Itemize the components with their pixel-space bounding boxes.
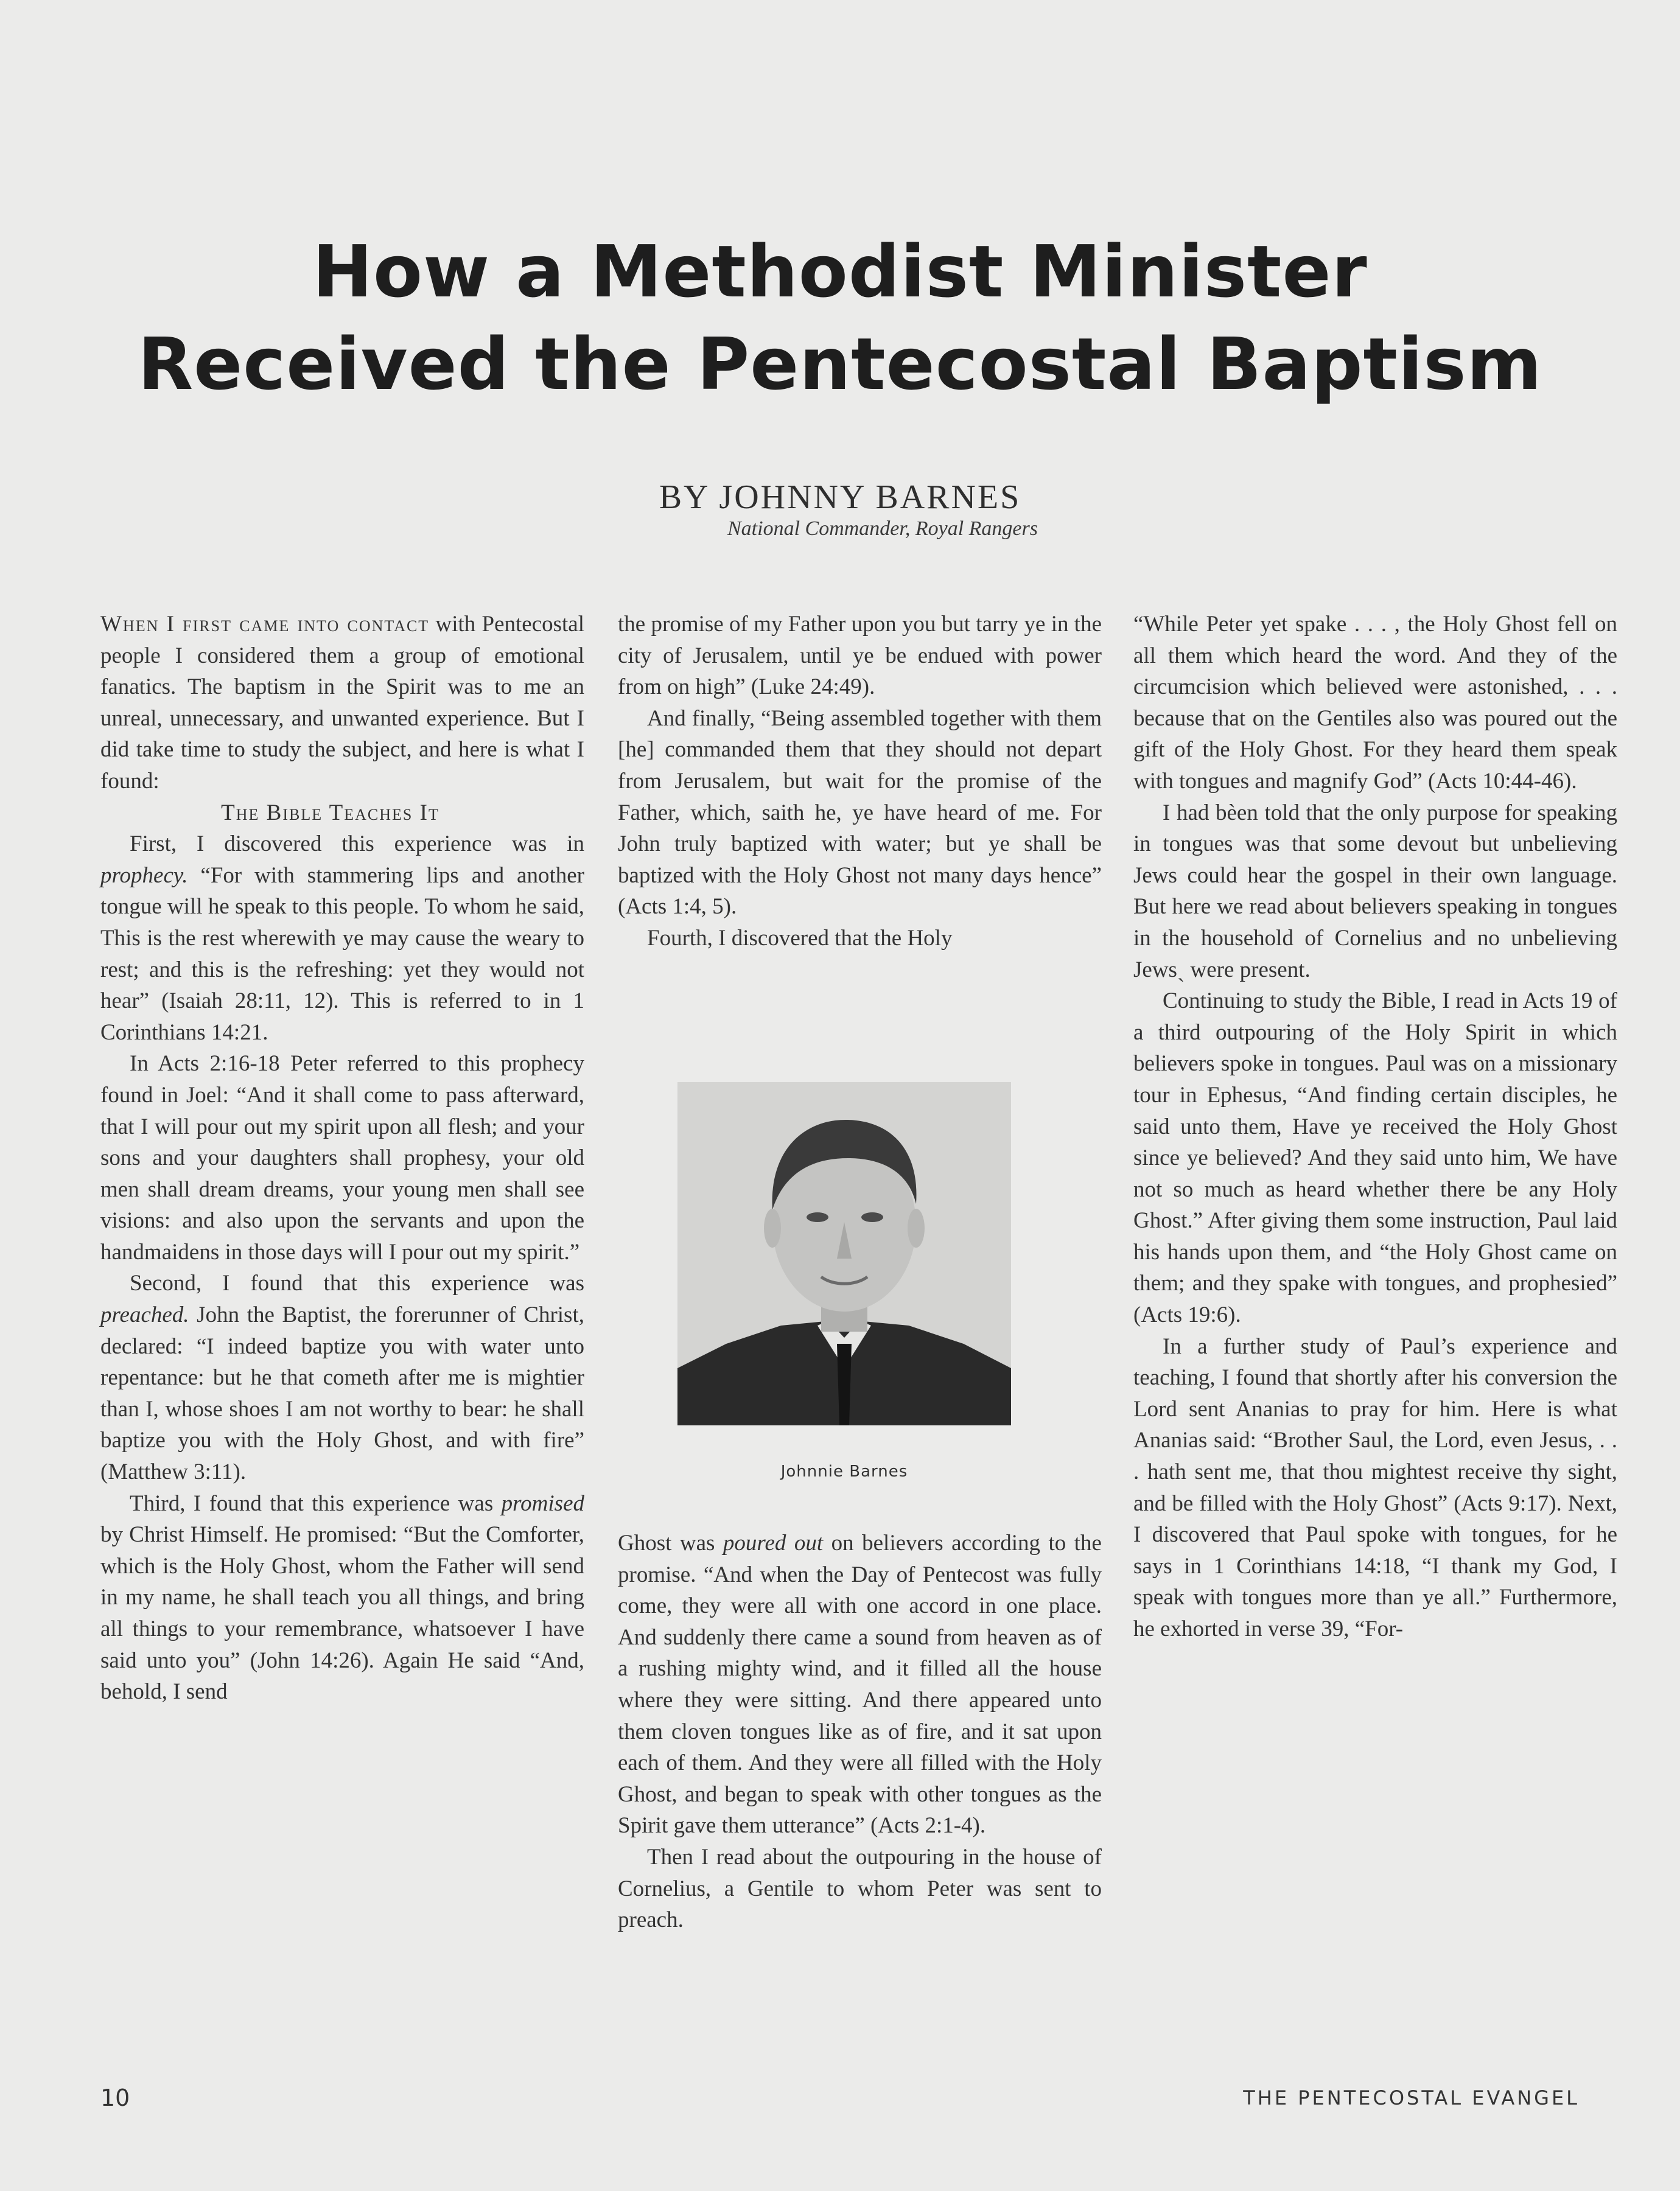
text: Second, I found that this experience was xyxy=(130,1271,584,1296)
text: on believers according to the promise. “And when the Day of Pentecost was fully come, they were all with one accord in one place. And suddenly there came a sound from heaven as of a rushing mighty wind, and it filled all the house where they were sitting. And there appeared unto them cloven tongues like as of fire, and it sat upon each of them. And they were all filled with the Holy Ghost, and began to speak with other tongues as the Spirit gave them utterance” (Acts 2:1-4). xyxy=(618,1531,1102,1839)
author-role: National Commander, Royal Rangers xyxy=(727,517,1038,540)
text: Ghost was xyxy=(618,1531,723,1556)
emphasis: preached. xyxy=(100,1302,189,1328)
portrait-image xyxy=(677,1082,1011,1425)
publication-name: THE PENTECOSTAL EVANGEL xyxy=(1243,2086,1580,2109)
byline: BY JOHNNY BARNES xyxy=(659,478,1021,516)
emphasis: poured out xyxy=(723,1531,824,1556)
paragraph-text: with Pentecostal people I considered them a group of emotional fanatics. The baptism in the Spirit was to me an unreal, unnecessary, and unwanted experience. But I did take time to study the subject, and here is what I found: xyxy=(100,612,585,794)
text: First, I discovered this experience was in xyxy=(130,831,584,857)
paragraph xyxy=(100,828,584,1048)
column-1 xyxy=(100,609,584,1708)
text: “For with stammering lips and another tongue will he speak to this people. To whom he said, This is the rest wherewith ye may cause the weary to rest; and this is the refreshing: yet they would not hear” (Isaiah 28:11, 12). This is referred to in 1 Corinthians 14:21. xyxy=(100,862,584,1045)
text: John the Baptist, the forerunner of Christ, declared: “I indeed baptize you with water unto repentance: but he that cometh after me is mightier than I, whose shoes I am not worthy to bear: he shall baptize you with the Holy Ghost, and with fire” (Matthew 3:11). xyxy=(100,1302,584,1485)
title-line-1: How a Methodist Minister xyxy=(312,229,1368,313)
page-number: 10 xyxy=(100,2084,130,2111)
column-2-lower xyxy=(618,1528,1102,1936)
paragraph xyxy=(618,1528,1102,1842)
paragraph: the promise of my Father upon you but tarry ye in the city of Jerusalem, until ye be endued with power from on high” (Luke 24:49). xyxy=(618,612,1102,700)
paragraph: Then I read about the outpouring in the house of Cornelius, a Gentile to whom Peter was sent to preach. xyxy=(618,1844,1102,1933)
column-3 xyxy=(1133,609,1617,1645)
emphasis: prophecy. xyxy=(100,862,188,888)
paragraph: In Acts 2:16-18 Peter referred to this prophecy found in Joel: “And it shall come to pass afterward, that I will pour out my spirit upon all flesh; and your sons and your daughters shall prophesy, your old men shall dream dreams, your young men shall see visions: and also upon the servants and upon the handmaidens in those days will I pour out my spirit.” xyxy=(100,1051,584,1265)
paragraph: And finally, “Being assembled together with them [he] commanded them that they should not depart from Jerusalem, but wait for the promise of the Father, which, saith he, ye have heard of me. For John truly baptized with water; but ye shall be baptized with the Holy Ghost not many days hence” (Acts 1:4, 5). xyxy=(618,705,1102,920)
paragraph: “While Peter yet spake . . . , the Holy Ghost fell on all them which heard the word. And they of the circumcision which believed were astonished, . . . because that on the Gentiles also was poured out the gift of the Holy Ghost. For they heard them speak with tongues and magnify God” (Acts 10:44-46). xyxy=(1133,612,1617,794)
paragraph: I had bèen told that the only purpose for speaking in tongues was that some devout but unbelieving Jews could hear the gospel in their own language. But here we read about believers speaking in tongues in the household of Cornelius and no unbelieving Jewsˎ were present. xyxy=(1133,800,1617,982)
paragraph: Fourth, I discovered that the Holy xyxy=(647,925,953,951)
paragraph: Continuing to study the Bible, I read in Acts 19 of a third outpouring of the Holy Spirit in which believers spoke in tongues. Paul was on a missionary tour in Ephesus, “And finding certain disciples, he said unto them, Have ye received the Holy Ghost since ye believed? And they said unto him, We have not so much as heard whether there be any Holy Ghost.” After giving them some instruction, Paul laid his hands upon them, and “the Holy Ghost came on them; and they spake with tongues, and prophesied” (Acts 19:6). xyxy=(1133,988,1617,1328)
text: by Christ Himself. He promised: “But the Comforter, which is the Holy Ghost, whom the Father will send in my name, he shall teach you all things, and bring all things to your remembrance, whatsoever I have said unto you” (John 14:26). Again He said “And, behold, I send xyxy=(100,1522,584,1705)
paragraph xyxy=(100,1268,584,1487)
lead-in: When I first came into contact xyxy=(100,612,430,637)
paragraph xyxy=(100,1488,584,1708)
article-title xyxy=(0,225,1680,410)
text: Third, I found that this experience was xyxy=(130,1490,502,1516)
paragraph: In a further study of Paul’s experience and teaching, I found that shortly after his conversion the Lord sent Ananias to pray for him. Here is what Ananias said: “Brother Saul, the Lord, even Jesus, . . . hath sent me, that thou mightest receive thy sight, and be filled with the Holy Ghost” (Acts 9:17). Next, I discovered that Paul spoke with tongues, for he says in 1 Corinthians 14:18, “I thank my God, I speak with tongues more than ye all.” Furthermore, he exhorted in verse 39, “For- xyxy=(1133,1333,1617,1641)
section-heading: The Bible Teaches It xyxy=(221,800,439,825)
photo-caption: Johnnie Barnes xyxy=(780,1462,908,1481)
title-line-2: Received the Pentecostal Baptism xyxy=(138,322,1542,406)
author-photo xyxy=(677,1082,1011,1425)
emphasis: promised xyxy=(501,1490,584,1516)
paragraph xyxy=(100,609,584,797)
